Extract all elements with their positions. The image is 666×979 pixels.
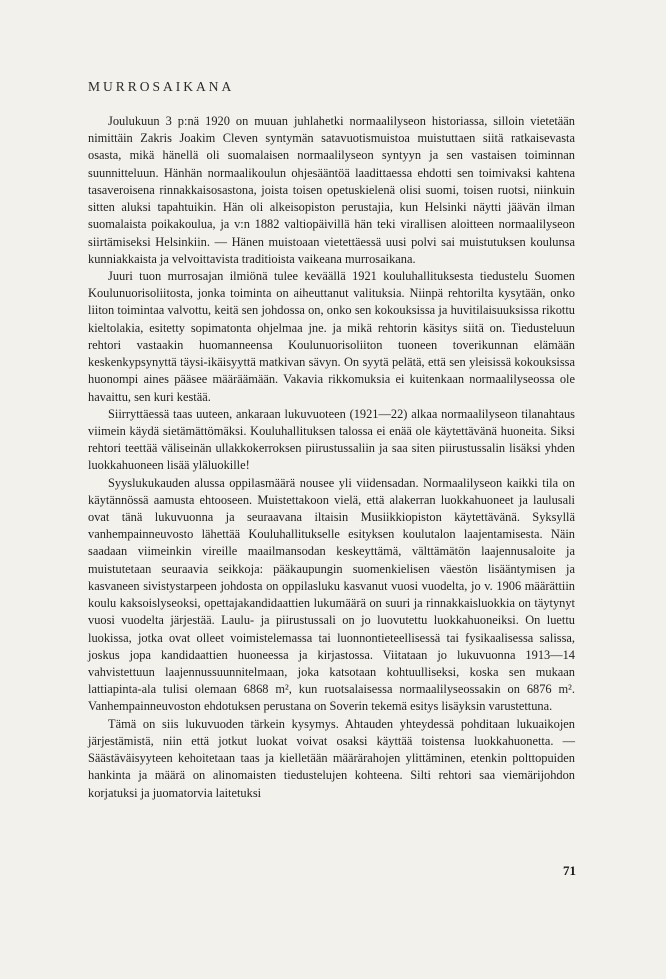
paragraph: Siirryttäessä taas uuteen, ankaraan lukuvuoteen (1921—22) alkaa normaalilyseon tilanahtaus viimein käydä sietämättömäksi. Kouluhallituksen talossa ei enää ole käytettävänä huoneita. Siksi rehtori teettää väliseinän ullakkokerroksen piirustussaliin ja saa siten piirustussalin lisäksi yhden luokkahuoneen lisää yläluokille! [88, 406, 575, 473]
paragraph: Tämä on siis lukuvuoden tärkein kysymys. Ahtauden yhteydessä pohditaan lukuaikojen järjestämistä, niin että jotkut luokat voivat osaksi käyttää toistensa luokkahuonetta. — Säästäväisyyteen kehoitetaan taas ja kielletään määrärahojen ylittäminen, etenkin polttopuiden hankinta ja määrä on alinomaisten tiedustelujen kohteena. Silti rehtori saa viemärijohdon korjatuksi ja juomatorvia laitetuksi [88, 716, 575, 800]
paragraph: Syyslukukauden alussa oppilasmäärä nousee yli viidensadan. Normaalilyseon kaikki tila on käytännössä aamusta ehtooseen. Muistettakoon vielä, että alakerran luokkahuoneet ja laulusali ovat tänä lukuvuonna ja seuraavana iltaisin Musiikkiopiston käytettävänä. Syksyllä vanhempainneuvosto lähettää Kouluhallitukselle esityksen koulutalon laajentamisesta. Näin saadaan viimeinkin vireille maailmansodan keskeyttämä, välttämätön laajennusaloite ja muistutetaan seuraavia seikkoja: pääkaupungin suomenkielisen väestön lisääntymisen ja kasvaneen sivistystarpeen johdosta on oppilasluku kasvanut vuosi vuodelta, jo v. 1906 määrättiin koulu kaksoislyseoksi, opettajakandidaattien lukumäärä on suuri ja rinnakkaisluokkia on täytynyt vuosi vuodelta järjestää. Laulu- ja piirustussali on jo luovutettu luokkahuoneiksi. On luettu luokissa, jotka ovat olleet voimistelemassa tai luonnontieteellisessä tai fysikaalisessa salissa, joskus jopa kandidaattien huoneessa ja kirjastossa. Viitataan jo lukuvuonna 1913—14 vahvistettuun laajennussuunnitelmaan, joka katsotaan kohtuulliseksi, koska sen mukaan lattiapinta-ala tulisi olemaan 6868 m², kun ruotsalaisessa normaalilyseossakin on 6876 m². Vanhempainneuvoston ehdotuksen perustana on Soverin tekemä esitys lisäyksin varustettuna. [88, 475, 575, 714]
chapter-heading: MURROSAIKANA [88, 79, 235, 94]
body-text [88, 113, 575, 802]
paragraph: Joulukuun 3 p:nä 1920 on muuan juhlahetki normaalilyseon historiassa, silloin vietetään nimittäin Zakris Joakim Cleven syntymän satavuotismuistoa muistuttaen siitä ratkaisevasta osasta, mikä hänellä oli suomalaisen normaalilyseon syntyyn ja sen vastaisen toiminnan suunnitteluun. Hänhän normaalikoulun ohjesääntöä laadittaessa ehdotti sen toimivaksi kahtena tasaveroisena rinnakkaisosastona, joista toisen opetuskielenä olisi suomi, toisen ruotsi, niinkuin sitten aluksi tapahtuikin. Hän oli alkeisopiston perustajia, kun Helsinki näytti jäävän ilman suomalaista poikakoulua, ja v:n 1882 valtiopäivillä hän teki virallisen aloitteen normaalilyseon siirtämiseksi Helsinkiin. — Hänen muistoaan vietettäessä uusi polvi sai muistutuksen koulunsa kunniakkaista ja velvoittavista traditioista vaikeana murrosaikana. [88, 114, 575, 266]
page-number: 71 [563, 863, 576, 878]
paragraph: Juuri tuon murrosajan ilmiönä tulee keväällä 1921 kouluhallituksesta tiedustelu Suomen Koulunuorisoliitosta, jonka toiminta on aiheuttanut valituksia. Niinpä rehtorilta kysytään, onko liiton toimintaa valvottu, keitä sen johdossa on, onko sen kokouksissa ja huvitilaisuuksissa rikottu kieltolakia, esitetty sopimatonta ohjelmaa jne. ja mikä rehtorin käsitys siitä on. Tiedusteluun rehtori vastaakin huomanneensa Koulunuorisoliiton tuoneen toverikunnan elämään keskenkypsynyttä täysi-ikäisyyttä matkivan sävyn. On syytä pelätä, että sen yleisissä kokouksissa huonompi aines pääsee määräämään. Vakavia rikkomuksia ei kuitenkaan normaalilyseossa ole havaittu, sen kuri kestää. [88, 268, 575, 404]
